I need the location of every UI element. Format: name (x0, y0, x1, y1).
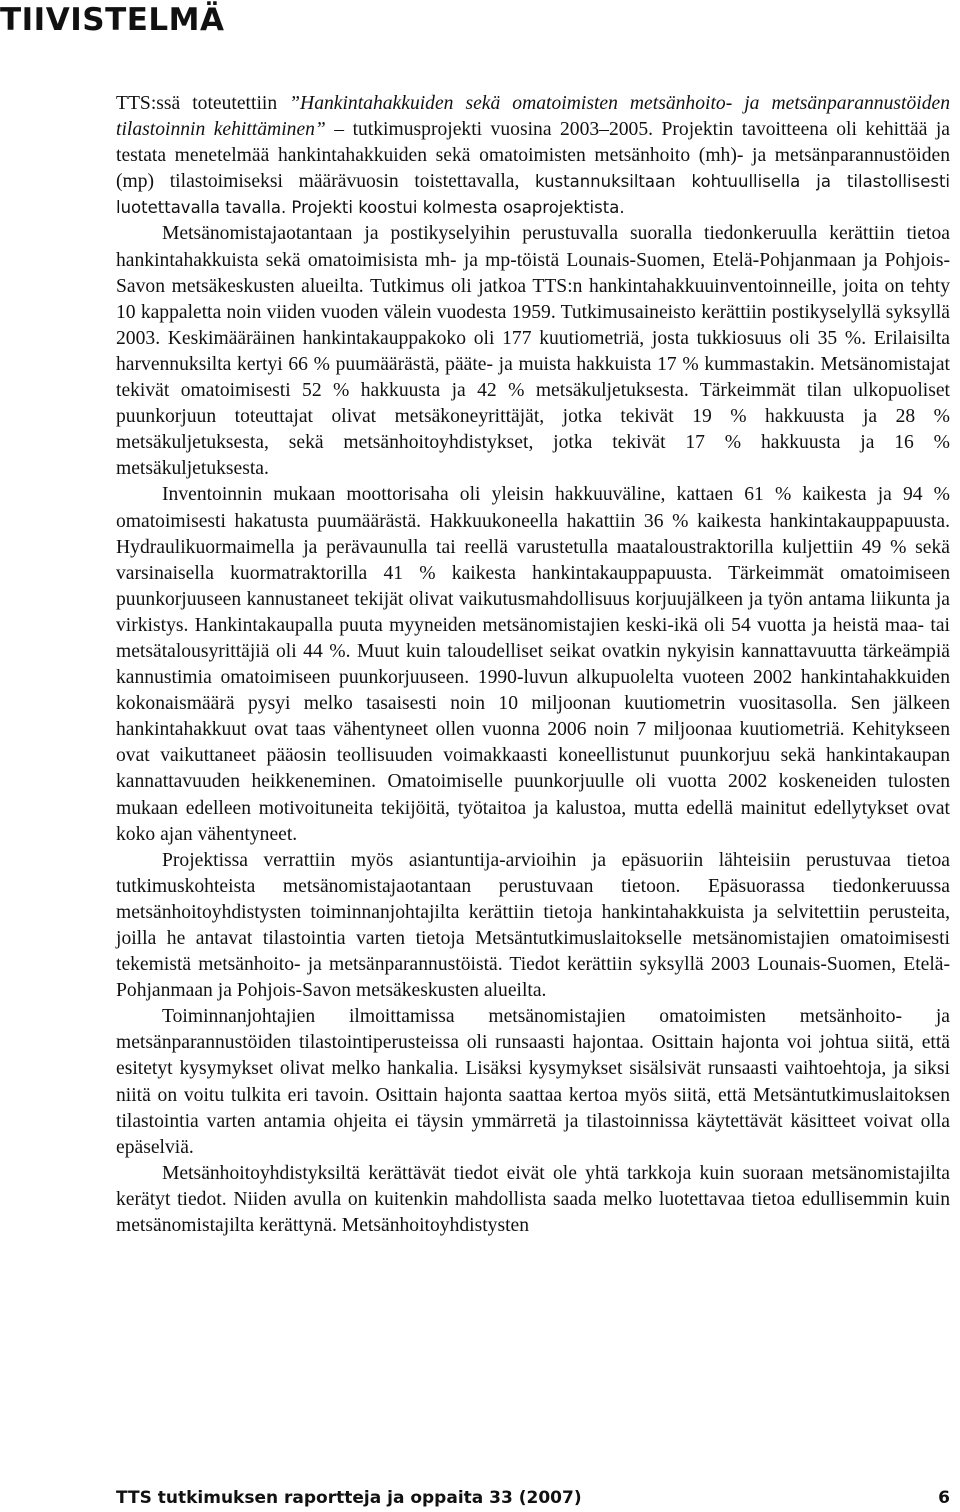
footer-series-title: TTS tutkimuksen raportteja ja oppaita 33 (2007) (116, 1488, 582, 1508)
intro-lead: TTS:ssä toteutettiin (116, 93, 290, 114)
summary-body (116, 91, 950, 1239)
paragraph-statistics-variation: Toiminnanjohtajien ilmoittamissa metsänomistajien omatoimisten metsänhoito- ja metsänparannustöiden tilastointiperusteissa oli runsaasti hajontaa. Osittain hajonta voi johtua siitä, että esitetyt kysymykset olivat melko hankalia. Lisäksi kysymykset sisälsivät runsaasti vaihtoehtoja, ja siksi niitä on voitu tulkita eri tavoin. Osittain hajonta saattaa kertoa myös siitä, että Metsäntutkimuslaitoksen tilastointia varten antamia ohjeita ei täysin ymmärretä ja tilastoinnissa käytettävät käsitteet voivat olla epäselviä. (116, 1006, 950, 1158)
paragraph-expert-comparison: Projektissa verrattiin myös asiantuntija-arvioihin ja epäsuoriin lähteisiin perustuvaa tietoa tutkimuskohteista metsänomistajaotantaan perustuvaan tietoon. Epäsuorassa tiedonkeruussa metsänhoitoyhdistysten toiminnanjohtajilta kerättiin tietoja hankintahakkuista ja selvitettiin perusteita, joilla he antavat tilastointia varten tietoja Metsäntutkimuslaitokselle metsänomistajien omatoimisesti tekemistä metsänhoito- ja metsänparannustöistä. Tiedot kerättiin syksyllä 2003 Lounais-Suomen, Etelä-Pohjanmaan ja Pohjois-Savon metsäkeskusten alueilta. (116, 849, 950, 1002)
paragraph-association-data: Metsänhoitoyhdistyksiltä kerättävät tiedot eivät ole yhtä tarkkoja kuin suoraan metsänomistajilta kerätyt tiedot. Niiden avulla on kuitenkin mahdollista saada melko luotettavaa tietoa edullisemmin kuin metsänomistajilta kerättynä. Metsänhoitoyhdistysten (116, 1162, 950, 1237)
page-number: 6 (938, 1488, 950, 1508)
intro-text-sans: kustannuksiltaan kohtuullisella ja tilastollisesti luotettavalla tavalla. Projekti koostui kolmesta osaprojektista. (116, 172, 950, 218)
paragraph-intro (116, 91, 950, 221)
page-title: TIIVISTELMÄ (0, 2, 225, 38)
project-title: ”Hankintahakkuiden sekä omatoimisten metsänhoito- ja metsänparannustöiden tilastoinnin kehittäminen” (116, 93, 950, 141)
intro-text: – tutkimusprojekti vuosina 2003–2005. Projektin tavoitteena oli kehittää ja testata menetelmää hankintahakkuiden sekä omatoimisten metsänhoito (mh)- ja metsänparannustöiden (mp) tilastoimiseksi määrävuosin toistettavalla, (116, 119, 950, 193)
page-footer (116, 1488, 950, 1508)
paragraph-inventory-results: Inventoinnin mukaan moottorisaha oli yleisin hakkuuväline, kattaen 61 % kaikesta ja 94 % omatoimisesti hakatusta puumäärästä. Hakkuukoneella hakattiin 36 % kaikesta hankintakauppapuusta. Hydraulikuormaimella ja perävaunulla tai reellä varustetulla maataloustraktorilla kuljettiin 49 % sekä varsinaisella kuormatraktorilla 41 % kaikesta hankintakauppapuusta. Tärkeimmät omatoimiseen puunkorjuuseen kannustaneet tekijät olivat vaikutusmahdollisuus korjuujälkeen ja työn antama liikunta ja virkistys. Hankintakaupalla puuta myyneiden metsänomistajien keski-ikä oli 54 vuotta ja heistä maa- tai metsätalousyrittäjiä oli 44 %. Muut kuin taloudelliset seikat ovatkin nykyisin kannattavuutta tärkeämpiä kannustimia omatoimiseen puunkorjuuseen. 1990-luvun alkupuolelta vuoteen 2002 hankintahakkuiden kokonaismäärä pysyi melko tasaisesti noin 10 miljoonan kuutiometrin vuositasolla. Sen jälkeen hankintahakkuut ovat taas vähentyneet ollen vuonna 2006 noin 7 miljoonaa kuutiometriä. Kehitykseen ovat vaikuttaneet pääosin teollisuuden voimakkaasti koneellistunut puunkorjuu sekä hankintakaupan kannattavuuden heikkeneminen. Omatoimiselle puunkorjuulle oli vuotta 2002 koskeneiden tulosten mukaan edelleen motivoituneita tekijöitä, työtaitoa ja kalustoa, mutta edellä mainitut edellytykset ovat koko ajan vähentyneet. (116, 484, 950, 845)
paragraph-direct-survey: Metsänomistajaotantaan ja postikyselyihin perustuvalla suoralla tiedonkeruulla kerättiin tietoa hankintahakkuista sekä omatoimisista mh- ja mp-töistä Lounais-Suomen, Etelä-Pohjanmaan ja Pohjois-Savon metsäkeskusten alueilta. Tutkimus oli jatkoa TTS:n hankintahakkuuinventoinneille, joita on tehty 10 kappaletta noin viiden vuoden välein vuodesta 1959. Tutkimusaineisto kerättiin postikyselyllä syksyllä 2003. Keskimääräinen hankintakauppakoko oli 177 kuutiometriä, josta tukkiosuus oli 35 %. Erilaisilta harvennuksilta kertyi 66 % puumäärästä, pääte- ja muista hakkuista 17 % kummastakin. Metsänomistajat tekivät omatoimisesti 52 % hakkuusta ja 42 % metsäkuljetuksesta. Tärkeimmät tilan ulkopuoliset puunkorjuun toteuttajat olivat metsäkoneyrittäjät, jotka tekivät 19 % hakkuusta ja 28 % metsäkuljetuksesta, sekä metsänhoitoyhdistykset, jotka tekivät 17 % hakkuusta ja 16 % metsäkuljetuksesta. (116, 223, 950, 480)
